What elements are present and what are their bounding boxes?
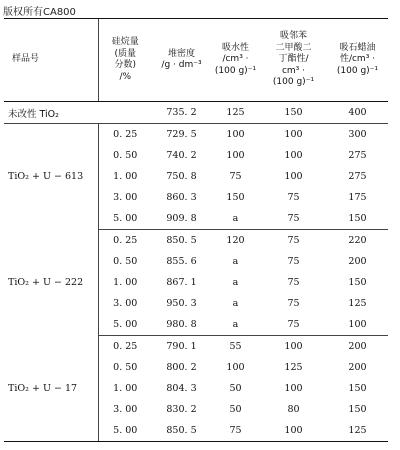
cell-silane: 3. 00 — [98, 293, 152, 314]
cell-water: 75 — [229, 171, 242, 182]
cell-dop: 100 — [284, 383, 303, 394]
cell-sample-group: TiO₂ + U − 17 — [4, 336, 98, 442]
cell-silane: 0. 50 — [98, 357, 152, 378]
cell-sample: 未改性 TiO₂ — [4, 102, 152, 124]
header-water-absorption: 吸水性 /cm³ · (100 g)⁻¹ — [211, 19, 260, 102]
cell-paraffin: 100 — [348, 319, 367, 330]
cell-paraffin: 150 — [348, 404, 367, 415]
cell-dop: 75 — [287, 319, 300, 330]
cell-density: 729. 5 — [152, 124, 211, 146]
cell-water: 100 — [226, 150, 245, 161]
header-sample: 样品号 — [4, 19, 98, 102]
cell-dop: 125 — [284, 362, 303, 373]
header-silane-amount: 硅烷量 (质量 分数) /% — [98, 19, 152, 102]
cell-silane: 0. 25 — [98, 336, 152, 358]
cell-paraffin: 220 — [327, 230, 388, 252]
cell-density: 790. 1 — [152, 336, 211, 358]
table-row — [4, 336, 388, 358]
cell-dop: 75 — [287, 298, 300, 309]
cell-paraffin: 150 — [348, 213, 367, 224]
cell-dop: 100 — [260, 124, 327, 146]
cell-dop: 75 — [287, 277, 300, 288]
cell-paraffin: 275 — [348, 171, 367, 182]
cell-paraffin: 150 — [348, 383, 367, 394]
cell-paraffin: 400 — [327, 102, 388, 124]
cell-water: 50 — [229, 404, 242, 415]
cell-sample-group: TiO₂ + U − 613 — [4, 124, 98, 230]
cell-paraffin: 200 — [348, 362, 367, 373]
table-row — [4, 230, 388, 252]
cell-density: 830. 2 — [166, 404, 197, 415]
cell-paraffin: 200 — [327, 336, 388, 358]
cell-water: a — [232, 277, 239, 288]
cell-paraffin: 150 — [348, 277, 367, 288]
cell-dop: 75 — [287, 192, 300, 203]
cell-paraffin: 275 — [348, 150, 367, 161]
cell-paraffin: 200 — [348, 256, 367, 267]
watermark-text: 版权所有CA800 — [3, 7, 76, 18]
cell-water: a — [232, 256, 239, 267]
cell-paraffin: 125 — [348, 298, 367, 309]
header-bulk-density: 堆密度 /g · dm⁻³ — [152, 19, 211, 102]
cell-density: 909. 8 — [166, 213, 197, 224]
cell-paraffin: 300 — [327, 124, 388, 146]
cell-water: a — [232, 319, 239, 330]
cell-density: 740. 2 — [166, 150, 197, 161]
cell-paraffin: 125 — [327, 420, 388, 442]
cell-density: 750. 8 — [166, 171, 197, 182]
cell-dop: 100 — [260, 336, 327, 358]
cell-silane: 1. 00 — [98, 166, 152, 187]
cell-silane: 0. 25 — [98, 230, 152, 252]
cell-water: 125 — [211, 102, 260, 124]
cell-density: 850. 5 — [152, 420, 211, 442]
cell-water: 150 — [226, 192, 245, 203]
cell-silane: 0. 25 — [98, 124, 152, 146]
header-row — [4, 19, 388, 102]
cell-silane: 0. 50 — [98, 145, 152, 166]
cell-water: 75 — [211, 420, 260, 442]
cell-silane: 3. 00 — [98, 187, 152, 208]
cell-paraffin: 175 — [348, 192, 367, 203]
cell-water: 50 — [229, 383, 242, 394]
cell-dop: 100 — [260, 420, 327, 442]
cell-water: a — [232, 213, 239, 224]
table-row — [4, 124, 388, 146]
cell-water: 55 — [211, 336, 260, 358]
cell-density: 735. 2 — [152, 102, 211, 124]
cell-dop: 75 — [287, 213, 300, 224]
cell-density: 860. 3 — [166, 192, 197, 203]
cell-water: 120 — [211, 230, 260, 252]
cell-silane: 3. 00 — [98, 399, 152, 420]
cell-dop: 75 — [287, 256, 300, 267]
data-table — [4, 18, 388, 442]
cell-sample-group: TiO₂ + U − 222 — [8, 277, 84, 288]
table-row-untreated — [4, 102, 388, 124]
cell-density: 950. 3 — [166, 298, 197, 309]
cell-silane: 0. 50 — [98, 251, 152, 272]
cell-water: 100 — [226, 362, 245, 373]
header-dop-absorption: 吸邻苯 二甲酸二 丁酯性/ cm³ · (100 g)⁻¹ — [260, 19, 327, 102]
cell-density: 800. 2 — [166, 362, 197, 373]
cell-dop: 75 — [260, 230, 327, 252]
cell-dop: 150 — [260, 102, 327, 124]
header-paraffin-absorption: 吸石蜡油 性/cm³ · (100 g)⁻¹ — [327, 19, 388, 102]
cell-density: 867. 1 — [166, 277, 197, 288]
cell-water: a — [232, 298, 239, 309]
cell-density: 980. 8 — [166, 319, 197, 330]
cell-water: 100 — [211, 124, 260, 146]
cell-dop: 100 — [284, 171, 303, 182]
cell-density: 855. 6 — [166, 256, 197, 267]
cell-density: 804. 3 — [166, 383, 197, 394]
cell-density: 850. 5 — [152, 230, 211, 252]
cell-silane: 5. 00 — [98, 314, 152, 336]
cell-silane: 1. 00 — [98, 378, 152, 399]
cell-dop: 100 — [284, 150, 303, 161]
cell-silane: 1. 00 — [98, 272, 152, 293]
cell-silane: 5. 00 — [98, 208, 152, 230]
cell-dop: 80 — [287, 404, 300, 415]
cell-silane: 5. 00 — [98, 420, 152, 442]
